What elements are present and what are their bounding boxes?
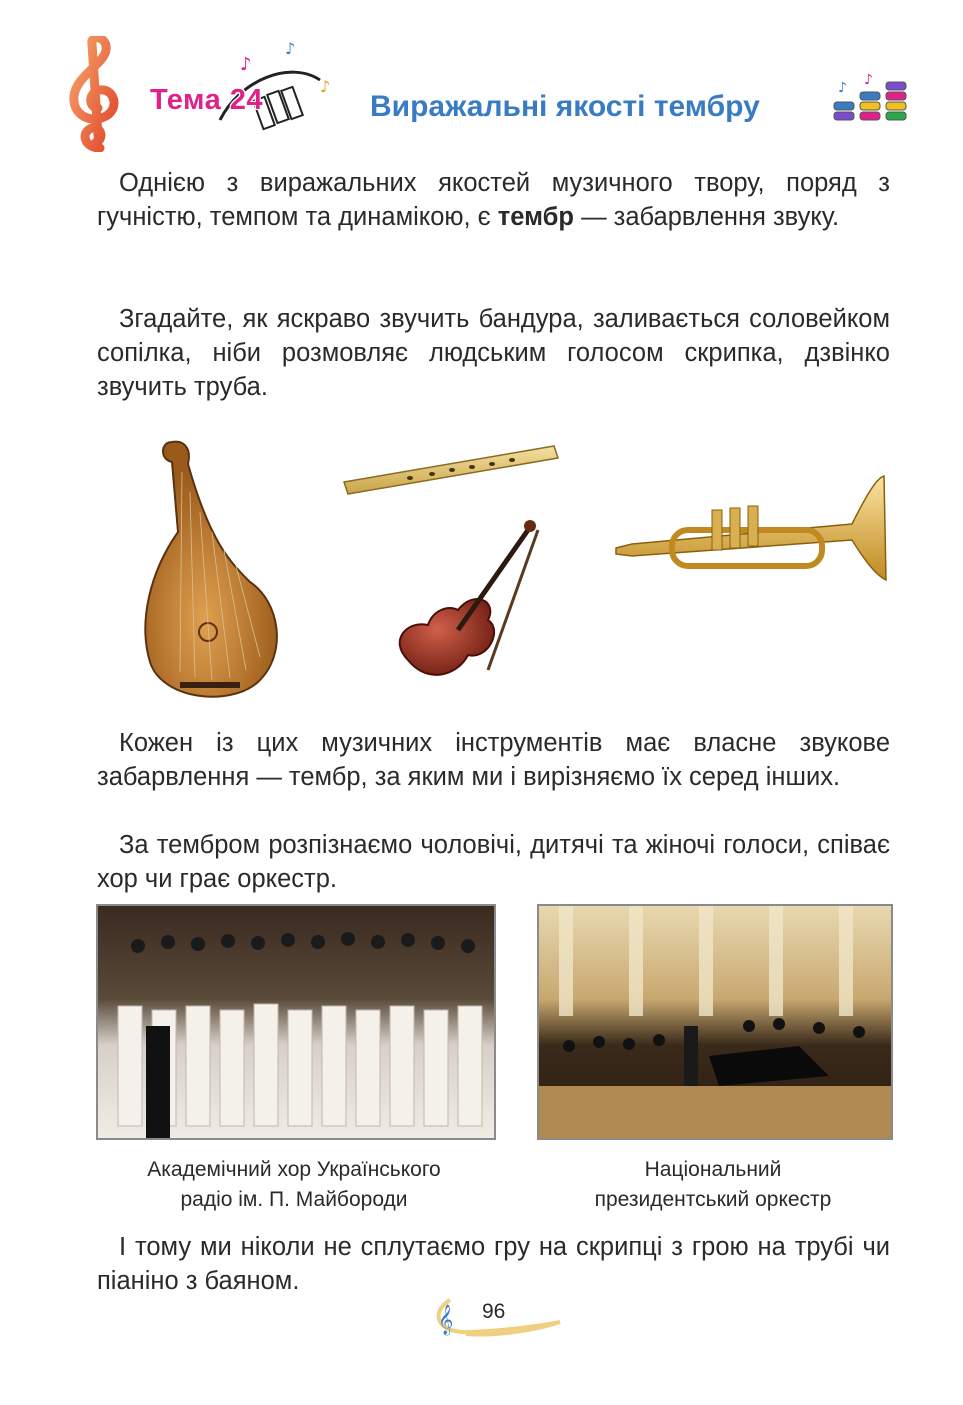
bandura-illustration	[120, 432, 290, 707]
timbre-paragraph: Кожен із цих музичних інструментів має власне звукове забарвлення — тембр, за яким ми і вирізняємо їх серед інших.	[97, 729, 890, 791]
svg-text:♪: ♪	[240, 54, 252, 75]
treble-clef-icon	[62, 36, 134, 152]
sopilka-illustration	[340, 440, 562, 500]
svg-text:♪: ♪	[285, 40, 296, 58]
choir-photo	[96, 904, 496, 1140]
intro-paragraph: Однією з виражальних якостей музичного твору, поряд з гучністю, темпом та динамікою, є тембр — забарвлення звуку.	[97, 169, 890, 231]
page-number: 96	[482, 1300, 506, 1323]
topic-number-label: Тема 24	[150, 84, 264, 116]
svg-text:♪: ♪	[864, 72, 873, 88]
page-title: Виражальні якості тембру	[370, 90, 760, 123]
orchestra-photo	[537, 904, 893, 1140]
orchestra-caption: Національний президентський оркестр	[594, 1158, 832, 1211]
voices-paragraph: За тембром розпізнаємо чоловічі, дитячі та жіночі голоси, співає хор чи грає оркестр.	[97, 831, 890, 893]
svg-text:♪: ♪	[838, 80, 847, 96]
instruments-paragraph: Згадайте, як яскраво звучить бандура, заливається соловейком сопілка, ніби розмовляє людським голосом скрипка, дзвінко звучить труба.	[97, 305, 890, 401]
choir-caption: Академічний хор Українського радіо ім. П. Майбороди	[147, 1158, 441, 1211]
trumpet-illustration	[612, 470, 890, 585]
colored-bars-icon	[830, 72, 914, 128]
violin-illustration	[388, 510, 558, 690]
svg-text:♪: ♪	[320, 77, 331, 96]
timbre-term: тембр	[497, 203, 574, 231]
closing-paragraph: І тому ми ніколи не сплутаємо гру на скрипці з грою на трубі чи піаніно з баяном.	[97, 1233, 890, 1295]
svg-text:𝄞: 𝄞	[438, 1305, 454, 1335]
